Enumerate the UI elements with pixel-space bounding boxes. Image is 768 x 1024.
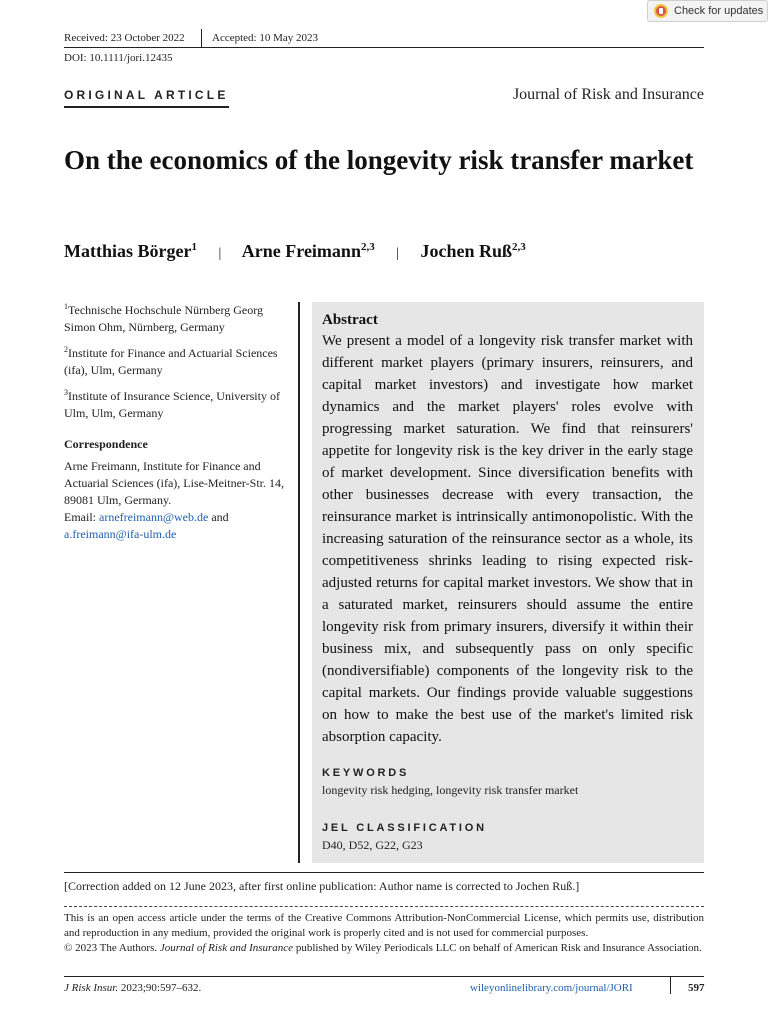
column-divider	[298, 302, 300, 863]
correction-notice: [Correction added on 12 June 2023, after first online publication: Author name is corrected to Jochen Ruß.]	[64, 879, 580, 893]
author-separator: |	[396, 246, 400, 261]
citation-details: 2023;90:597–632.	[120, 982, 202, 994]
email-and: and	[211, 510, 229, 524]
affiliation	[64, 384, 292, 422]
jel-heading: JEL CLASSIFICATION	[322, 822, 487, 834]
author-separator: |	[218, 246, 222, 261]
affiliation-marker: 2	[64, 345, 68, 354]
email-link[interactable]: a.freimann@ifa-ulm.de	[64, 527, 177, 541]
journal-url-link[interactable]: wileyonlinelibrary.com/journal/JORI	[470, 982, 633, 994]
citation-journal: J Risk Insur.	[64, 982, 119, 994]
page-number: 597	[688, 982, 705, 994]
check-for-updates-label: Check for updates	[674, 5, 764, 17]
abstract-box	[312, 302, 704, 863]
author-name: Matthias Börger	[64, 241, 192, 261]
correspondence-block	[64, 458, 292, 543]
crossmark-icon	[654, 4, 668, 18]
correspondence-text: Arne Freimann, Institute for Finance and Actuarial Sciences (ifa), Lise-Meitner-Str. 14, 89081 Ulm, Germany.	[64, 459, 285, 507]
jel-text: D40, D52, G22, G23	[322, 838, 423, 852]
keywords-section	[322, 767, 578, 798]
header-rule	[64, 47, 704, 48]
author-affiliation-marker: 2,3	[360, 241, 375, 253]
affiliation	[64, 341, 292, 379]
affiliation-marker: 1	[64, 302, 68, 311]
affiliation	[64, 298, 292, 336]
affiliation-marker: 3	[64, 388, 68, 397]
affiliation-text: Institute for Finance and Actuarial Sciences (ifa), Ulm, Germany	[64, 346, 278, 377]
header-date-divider	[201, 29, 202, 47]
affiliation-text: Institute of Insurance Science, University of Ulm, Ulm, Germany	[64, 389, 280, 420]
author-name: Jochen Ruß	[420, 241, 513, 261]
citation	[64, 982, 201, 994]
check-for-updates-button[interactable]	[647, 0, 768, 22]
abstract-heading: Abstract	[322, 312, 378, 328]
keywords-heading: KEYWORDS	[322, 767, 410, 779]
paper-title: On the economics of the longevity risk transfer market	[64, 145, 694, 175]
jel-section	[322, 822, 487, 853]
footer-rule	[64, 976, 704, 977]
received-date: Received: 23 October 2022	[64, 32, 185, 44]
correction-rule	[64, 872, 704, 873]
copyright-text: © 2023 The Authors.	[64, 942, 158, 954]
license-text: This is an open access article under the terms of the Creative Commons Attribution-NonCommercial License, which permits use, distribution and reproduction in any medium, provided the original work is properly cited and is not used for commercial purposes.	[64, 912, 704, 939]
affiliation-text: Technische Hochschule Nürnberg Georg Simon Ohm, Nürnberg, Germany	[64, 303, 263, 334]
email-prefix: Email:	[64, 510, 96, 524]
dashed-divider	[64, 906, 704, 907]
author-affiliation-marker: 1	[191, 241, 197, 253]
keywords-text: longevity risk hedging, longevity risk transfer market	[322, 783, 579, 797]
article-type: ORIGINAL ARTICLE	[64, 88, 229, 108]
accepted-date: Accepted: 10 May 2023	[212, 32, 318, 44]
author-name: Arne Freimann	[241, 241, 361, 261]
publisher-text: published by Wiley Periodicals LLC on behalf of American Risk and Insurance Association.	[295, 942, 702, 954]
footer-divider	[670, 976, 671, 994]
abstract-body: We present a model of a longevity risk transfer market with different market players (primary insurers, reinsurers, and capital market investors) and investigate how market dynamics and the market players' roles evolve with progressing market saturation. We find that reinsurers' appetite for longevity risk is the key driver in the early stage of market development. Since diversification benefits with other businesses decrease with every transaction, the reinsurance market is intrinsically antimonopolistic. With the increasing saturation of the reinsurance sector as a whole, its competitiveness shrinks leading to rising expected risk-adjusted returns for capital market investors. We show that in a saturated market, reinsurers should assume the entire longevity risk from primary insurers, diversify it within their business mix, and subsequently pass on only specific (nondiversifiable) components of the longevity risk to the capital markets. Our findings provide valuable suggestions on how to make the best use of the market's limited risk absorption capacity.	[322, 333, 693, 745]
email-link[interactable]: arnefreimann@web.de	[99, 510, 209, 524]
journal-name: Journal of Risk and Insurance	[512, 86, 704, 103]
doi: DOI: 10.1111/jori.12435	[64, 52, 173, 64]
license-journal-name: Journal of Risk and Insurance	[159, 942, 294, 954]
author-list	[64, 241, 526, 262]
license-notice	[64, 911, 704, 956]
correspondence-heading: Correspondence	[64, 437, 148, 451]
author-affiliation-marker: 2,3	[512, 241, 526, 253]
affiliations-column	[64, 298, 292, 543]
